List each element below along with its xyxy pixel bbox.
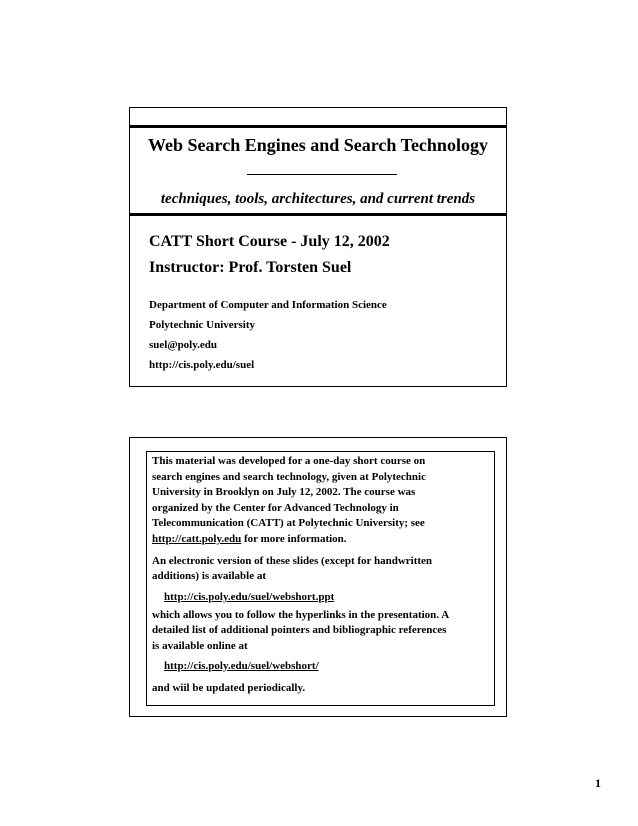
notes-line: Telecommunication (CATT) at Polytechnic University; see (152, 517, 425, 530)
catt-link[interactable]: http://catt.poly.edu (152, 532, 242, 545)
website-text: http://cis.poly.edu/suel (149, 359, 255, 371)
slide-subtitle: techniques, tools, architectures, and current trends (160, 191, 476, 207)
title-top-rule (130, 125, 506, 128)
notes-line: which allows you to follow the hyperlinks in the presentation. A (152, 608, 450, 621)
webshort-link[interactable]: http://cis.poly.edu/suel/webshort/ (164, 659, 319, 672)
notes-paragraph-3 (152, 608, 494, 655)
notes-line-tail: for more information. (241, 532, 347, 545)
notes-line: University in Brooklyn on July 12, 2002. The course was (152, 486, 416, 499)
notes-line (152, 532, 494, 548)
notes-line: detailed list of additional pointers and bibliographic references (152, 624, 447, 637)
notes-paragraph-4: and wiil be updated periodically. (152, 681, 306, 694)
instructor-line: Instructor: Prof. Torsten Suel (149, 259, 352, 276)
notes-box (146, 451, 495, 706)
notes-line: This material was developed for a one-day short course on (152, 455, 426, 467)
slide-1 (129, 107, 507, 387)
notes-paragraph-2 (152, 554, 494, 585)
title-divider (247, 174, 397, 175)
title-bottom-rule (130, 213, 506, 216)
notes-line: additions) is available at (152, 570, 266, 583)
notes-line: search engines and search technology, given at Polytechnic (152, 470, 426, 483)
notes-line: is available online at (152, 639, 248, 652)
contact-info (149, 295, 387, 375)
slide-title: Web Search Engines and Search Technology (148, 135, 488, 155)
page-number: 1 (595, 776, 601, 790)
email-text: suel@poly.edu (149, 339, 218, 351)
notes-line: An electronic version of these slides (except for handwritten (152, 554, 433, 567)
notes-paragraph-1 (152, 454, 494, 548)
notes-line: organized by the Center for Advanced Technology in (152, 501, 399, 514)
department-text: Department of Computer and Information Science (149, 299, 387, 311)
course-line: CATT Short Course - July 12, 2002 (149, 233, 390, 250)
ppt-link[interactable]: http://cis.poly.edu/suel/webshort.ppt (164, 590, 335, 603)
university-text: Polytechnic University (149, 319, 256, 331)
